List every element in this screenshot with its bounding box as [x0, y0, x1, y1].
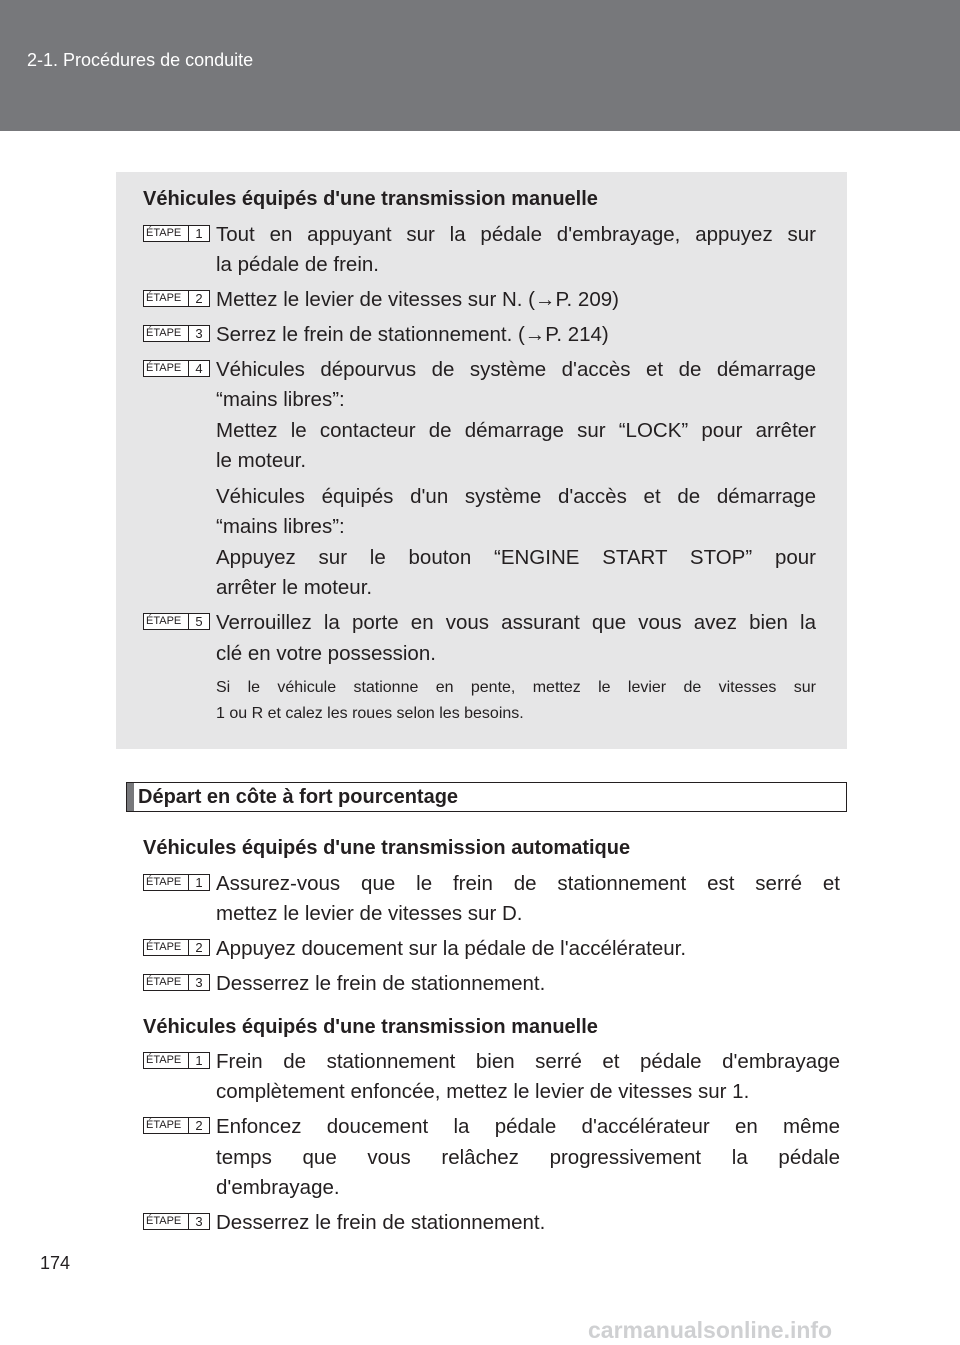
step-badge: ÉTAPE 2: [143, 1117, 210, 1134]
step-badge: ÉTAPE 3: [143, 325, 210, 342]
box-note: Si le véhicule stationne en pente, mettez le levier de vitesses sur: [216, 679, 816, 696]
step-badge: ÉTAPE 1: [143, 874, 210, 891]
step-text: clé en votre possession.: [216, 642, 436, 665]
step-badge: ÉTAPE 4: [143, 360, 210, 377]
step-text: complètement enfoncée, mettez le levier de vitesses sur 1.: [216, 1080, 750, 1103]
section-title: Départ en côte à fort pourcentage: [138, 786, 459, 808]
section-accent: [127, 783, 134, 811]
step-text: Tout en appuyant sur la pédale d'embrayage, appuyez sur: [216, 223, 816, 246]
step-text: mettez le levier de vitesses sur D.: [216, 902, 523, 925]
step-badge: ÉTAPE 2: [143, 290, 210, 307]
step-badge: ÉTAPE 2: [143, 939, 210, 956]
auto-heading: Véhicules équipés d'une transmission automatique: [143, 837, 631, 859]
step-text: “mains libres”:: [216, 388, 345, 411]
step-text: arrêter le moteur.: [216, 576, 373, 599]
step-text: le moteur.: [216, 449, 307, 472]
step-text: Frein de stationnement bien serré et pédale d'embrayage: [216, 1050, 840, 1073]
section-title-bar: [126, 782, 847, 812]
step-text: Véhicules équipés d'un système d'accès et de démarrage: [216, 485, 816, 508]
step-text: Assurez-vous que le frein de stationnement est serré et: [216, 872, 840, 895]
step-text: Appuyez sur le bouton “ENGINE START STOP” pour: [216, 546, 816, 569]
step-text: la pédale de frein.: [216, 253, 379, 276]
watermark: carmanualsonline.info: [588, 1317, 833, 1343]
step-text: Mettez le levier de vitesses sur N. (→P. 209): [216, 288, 619, 311]
section-header: 2-1. Procédures de conduite: [27, 50, 254, 70]
step-text: Verrouillez la porte en vous assurant que vous avez bien la: [216, 611, 816, 634]
step-badge: ÉTAPE 3: [143, 1213, 210, 1230]
step-text: d'embrayage.: [216, 1176, 340, 1199]
box-note: 1 ou R et calez les roues selon les besoins.: [216, 705, 524, 722]
step-text: temps que vous relâchez progressivement la pédale: [216, 1146, 840, 1169]
step-badge: ÉTAPE 5: [143, 613, 210, 630]
step-text: Appuyez doucement sur la pédale de l'accélérateur.: [216, 937, 687, 960]
step-badge: ÉTAPE 3: [143, 974, 210, 991]
step-text: Mettez le contacteur de démarrage sur “LOCK” pour arrêter: [216, 419, 816, 442]
step-badge: ÉTAPE 1: [143, 225, 210, 242]
page-number: 174: [40, 1253, 71, 1273]
step-badge: ÉTAPE 1: [143, 1052, 210, 1069]
step-text: Desserrez le frein de stationnement.: [216, 1211, 546, 1234]
step-text: Serrez le frein de stationnement. (→P. 214): [216, 323, 609, 346]
step-text: Enfoncez doucement la pédale d'accélérateur en même: [216, 1115, 840, 1138]
step-text: “mains libres”:: [216, 515, 345, 538]
box-heading: Véhicules équipés d'une transmission manuelle: [143, 188, 598, 210]
step-text: Desserrez le frein de stationnement.: [216, 972, 546, 995]
manual-heading: Véhicules équipés d'une transmission manuelle: [143, 1016, 598, 1038]
step-text: Véhicules dépourvus de système d'accès et de démarrage: [216, 358, 816, 381]
